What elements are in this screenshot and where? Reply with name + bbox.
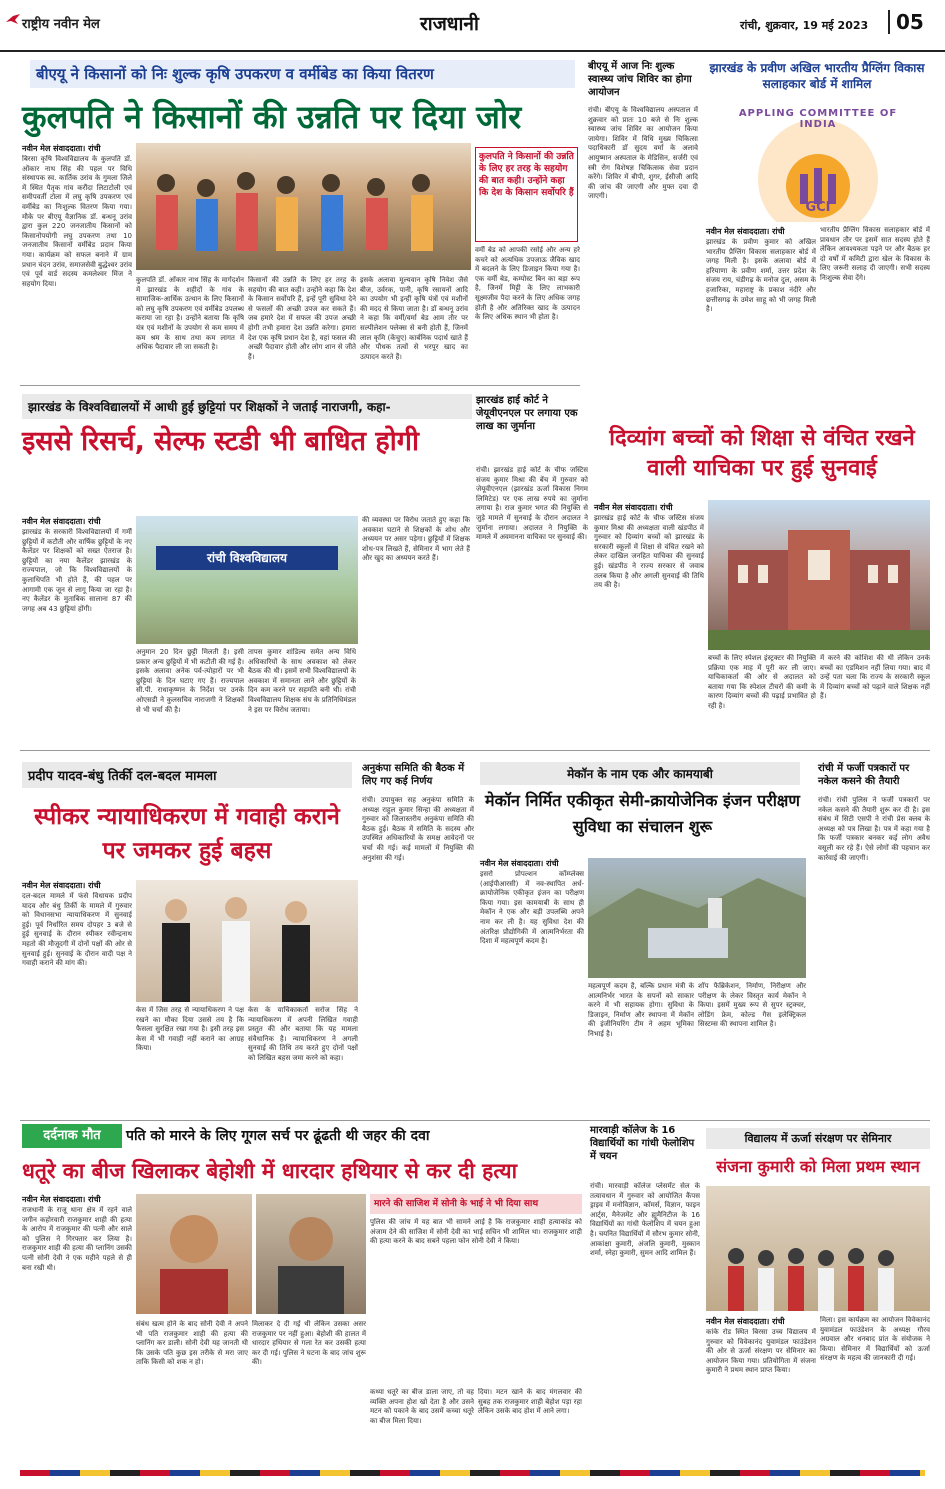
story9-col3: शॉप फैब्रिकेशन, निर्माण, निरीक्षण और परीक्षण के लेकर विस्तृत कार्य मेकॉन ने किया। इसमें मुख्य रूप से सुपर स्ट्रक्चर, लोडिंग फ्रेम, कोल्ड गैस इलेक्ट्रिकल सिस्टम्स की स्थापना शामिल है। [698,982,806,1029]
story3-logo [706,104,930,222]
story13-kicker: विद्यालय में ऊर्जा संरक्षण पर सेमिनार [706,1128,930,1149]
story6-col3: में करने की कोशिश की थी लेकिन उनके बच्चों का एडमिशन नहीं लिया गया। बाद में उन्हें पता चला कि राज्य के सरकारी स्कूल में दिव्यांग बच्चों को पढ़ाने वाले शिक्षक नहीं हैं। [820,654,930,701]
story11-col5: कथ्या धतूरे का बीज डाला जाए, तो वह व्यक्ति अपना होश खो देता है और उसने मटन को पकाने के बाद उसमें कच्चा धतूरे का बीज मिला दिया। [370,1388,474,1425]
story6-photo-court [708,500,930,650]
people-illustration [136,880,358,1002]
story7-col2: केस में जिस तरह से न्यायाधिकरण ने पक्ष रखने का मौका दिया उससे तय है कि फैसला सुरक्षित रखा गया है। इसी तरह इस केस में भी गवाही नहीं कराने का आग्रह किया। [136,1006,244,1053]
story11-photo-victim [136,1194,252,1314]
masthead [0,0,945,52]
page-number: 05 [888,10,924,34]
courthouse-illustration [708,500,930,650]
story4-headline: इससे रिसर्च, सेल्फ स्टडी भी बाधित होगी [22,426,419,457]
story7-col1: दल-बदल मामले में फंसे विधायक प्रदीप यादव और बंधु तिर्की के मामले में गुरुवार को विधानसभा न्यायाधिकरण में सुनवाई हुई। पूर्व निर्धारित समय दोपहर 3 बजे से हुई सुनवाई के दौरान स्पीकर रवीन्द्रनाथ महतो की मौजूदगी में दोनों पक्षों की ओर से सुनवाई हुई। सुनवाई के दौरान वादी पक्ष ने गवाही कराने की मांग की। [22,892,132,968]
story1-col3: किसानों की उन्नति के लिए हर तरह के सहयोग की बात कही। उन्होंने कहा कि देश के किसान सर्वोपरि हैं, इन्हें पूरी सुविधा देने से फसलों की अच्छी उपज कर सकते हैं। जब हमारे देश में सफल की उपज अच्छी होगी तभी हमारा देश उन्नति करेगा। हमारा देश एक कृषि प्रधान देश है, वहां फसल की अच्छी पैदावार होती और लोग शान से जीते हैं। [248,276,356,361]
story6-col1: झारखंड हाई कोर्ट के चीफ जस्टिस संजय कुमार मिश्रा की अध्यक्षता वाली खंडपीठ में गुरुवार को दिव्यांग बच्चों को झारखंड के सरकारी स्कूलों में शिक्षा से वंचित रखने को लेकर दाखिल जनहित याचिका की सुनवाई हुई। खंडपीठ ने राज्य सरकार से जवाब तलब किया है और अगली सुनवाई की तिथि तय की है। [594,514,704,590]
story11-headline: धतूरे का बीज खिलाकर बेहोशी में धारदार हथियार से कर दी हत्या [22,1159,518,1183]
story11-col6: दिया। मटन खाने के बाद मंगलवार की सुबह तक राजकुमार शाही बेहोश पड़ा रहा लेकिन उसके बाद होश में आने लगा। [478,1388,582,1416]
divider [20,1120,930,1121]
dateline: रांची, शुक्रवार, 19 मई 2023 [740,19,869,32]
story2-headline: बीएयू में आज निः शुल्क स्वास्थ्य जांच शिविर का होगा आयोजन [588,61,692,98]
story4-col2: अनुमान 20 दिन छुट्टी मिलती है। इसी प्रकार अन्य छुट्टियों में भी कटौती की गई है। इसके अलावा अनेक पर्व-त्योहारों पर भी छुट्टियां के दिन घटाए गए हैं। राज्यपाल सी.पी. राधाकृष्णन के निर्देश पर उनके ओएसडी ने कुलसचिव नाराजगी ने शिक्षकों से भी चर्चा की है। [136,648,244,714]
story12-headline: मारवाड़ी कॉलेज के 16 विद्यार्थियों का गांधी फेलोशिप में चयन [590,1125,695,1162]
story5-headline: झारखंड हाई कोर्ट ने जेयूवीएनएल पर लगाया एक लाख का जुर्माना [476,395,578,432]
story4-byline: नवीन मेल संवाददाता। रांची [22,517,101,526]
portrait-illustration-2 [256,1194,366,1314]
story9-col2: महत्वपूर्ण कदम है, बल्कि प्रधान मंत्री के आत्मनिर्भर भारत के सपनों को साकार करने में भी सहायक होगा। सुविधा के डिजाइन, निर्माण और स्थापना में मेकॉन की इंजीनियरिंग टीम ने अहम भूमिका निभाई है। [588,982,694,1038]
section-name: राजधानी [420,13,479,35]
story3-byline: नवीन मेल संवाददाता। रांची [706,227,785,236]
story1-quote-box [475,147,578,242]
story7-photo-lawyers [136,880,358,1002]
story11-tag: दर्दनाक मौत [22,1124,122,1148]
story9-byline: नवीन मेल संवाददाता। रांची [480,859,559,868]
story11-col4: पुलिस की जांच में यह बात भी सामने आई है कि राजकुमार शाही हत्याकांड को अंजाम देने की साजिश में सोनी देवी का भाई सचिन भी शामिल था। राजकुमार शाही की हत्या करने के बाद सबने पहला फोन सोनी देवी ने किया। [370,1218,582,1246]
story11-sub: मारने की साजिश में सोनी के भाई ने भी दिया साथ [370,1194,582,1214]
story13-photo-seminar [706,1186,930,1311]
story5-body: रांची। झारखंड हाई कोर्ट के चीफ जस्टिस संजय कुमार मिश्रा की बेंच में गुरुवार को जेयूवीएनएल (झारखंड ऊर्जा विकास निगम लिमिटेड) पर एक लाख रुपये का जुर्माना लगाया है। राज कुमार भगत की नियुक्ति से जुड़े मामले में सुनवाई के दौरान अदालत ने जुर्माना लगाया। अदालत ने नियुक्ति के मामले में अवमानना याचिका पर सुनवाई की। [476,466,588,542]
university-sign: रांची विश्वविद्यालय [156,546,338,570]
story1-col1: बिरसा कृषि विश्वविद्यालय के कुलपति डॉ. ओंकार नाथ सिंह की पहल पर विधि संस्थापक स्व. कार्तिक उरांव के गुमला जिले में स्थित पैतृक गांव करौंदा लिटाटोली एवं समीपवर्ती टोला में लघु कृषि उपकरण एवं वर्मीबेड का निःशुल्क वितरण किया गया। मौके पर बीएयू वैज्ञानिक डॉ. बन्धनू उरांव द्वारा कुल 220 जनजातीय किसानों को किसानोपयोगी लघु उपकरण तथा 10 जनजातीय किसानों वर्मीबेड प्रदान किया गया। कार्यक्रम को सफल बनाने में ग्राम प्रधान चंदन उरांव, समाजसेवी बुद्धेश्वर उरांव एवं पूर्व वार्ड सदस्य कमलेश्वर मिंज ने सहयोग दिया। [22,155,132,288]
story11-photo-accused [256,1194,366,1314]
story1-photo-farmers [136,143,471,270]
story9-headline: मेकॉन निर्मित एकीकृत सेमी-क्रायोजेनिक इंजन परीक्षण सुविधा का संचालन शुरू [485,791,800,836]
story9-col1: इसरो प्रोपल्शन कॉम्प्लेक्स (आईपीआरसी) में नव-स्थापित अर्ध-क्रायोजेनिक एकीकृत इंजन का परीक्षण किया गया। इस कामयाबी के साथ ही मेकॉन ने एक और बड़ी उपलब्धि अपने नाम कर ली है। यह सुविधा देश की अंतरिक्ष प्रौद्योगिकी में आत्मनिर्भरता की दिशा में महत्वपूर्ण कदम है। [480,870,584,946]
story13-headline: संजना कुमारी को मिला प्रथम स्थान [716,1157,920,1176]
story7-headline: स्पीकर न्यायाधिकरण में गवाही कराने पर जमकर हुई बहस [34,804,340,864]
story7-col3: केस के याचिकाकर्ता सरोज सिंह ने न्यायाधिकरण में अपनी लिखित गवाही प्रस्तुत की और बताया कि यह मामला संवैधानिक है। न्यायाधिकरण ने अगली सुनवाई की तिथि तय करते हुए दोनों पक्षों को लिखित बहस जमा करने को कहा। [248,1006,358,1062]
story13-col1: कांके रोड स्थित बिरसा उच्च विद्यालय में गुरुवार को विवेकानंद युवामंडल फाउंडेशन की ओर से ऊर्जा संरक्षण पर सेमिनार का आयोजन किया गया। प्रतियोगिता में संजना कुमारी ने प्रथम स्थान प्राप्त किया। [706,1328,816,1375]
story6-col2: बच्चों के लिए स्पेशल इंस्ट्रक्टर की नियुक्ति प्रक्रिया एक माह में पूरी कर ली जाए। याचिकाकर्ता की ओर से अदालत को बताया गया कि स्पेशल टीचरों की कमी के कारण दिव्यांग बच्चों की पढ़ाई प्रभावित हो रही है। [708,654,816,710]
story1-col2: कुलपति डॉ. ओंकार नाथ सिंह के मार्गदर्शन में झारखंड के शहीदों के गांव के सामाजिक-आर्थिक उत्थान के लिए किसानों को लघु कृषि उपकरण एवं वर्मीबेड उपलब्ध कराया जा रहा है। उन्होंने बताया कि कृषि यंत्र एवं मशीनों के उपयोग से कम समय में कम श्रम के साथ तथा कम लागत में अधिक पैदावार ली जा सकती है। [136,276,244,352]
story9-kicker: मेकॉन के नाम एक और कामयाबी [480,762,800,785]
story7-byline: नवीन मेल संवाददाता। रांची [22,881,101,890]
story11-col1: राजधानी के राजू थाना क्षेत्र में रहने वाले जगीन कहोरवारी राजकुमार शाही की हत्या के आरोप में राजकुमार की पत्नी और साले को पुलिस ने गिरफ्तार कर लिया है। राजकुमार शाही की हत्या की प्लानिंग उसकी पत्नी सोनी देवी ने एक महीने पहले से ही बना रखी थी। [22,1206,132,1272]
students-illustration [706,1186,930,1311]
logo-letters: GCI [805,200,831,215]
farmers-group-illustration [136,143,471,270]
story4-col1: झारखंड के सरकारी विश्वविद्यालयों में गर्मी छुट्टियों में कटौती और वार्षिक छुट्टियों के नए कैलेंडर पर शिक्षकों को सख्त ऐतराज है। छुट्टियों का नया कैलेंडर झारखंड के राज्यपाल, जो कि विश्वविद्यालयों के कुलाधिपति भी होते हैं, की पहल पर आगामी एक जून से लागू किया जा रहा है। नए कैलेंडर के मुताबिक सालाना 87 की जगह अब 43 छुट्टियां होंगी। [22,528,132,613]
story3-col2: भारतीय प्रैग्लिंग विकास सलाहकार बोर्ड में प्रावधान तौर पर इसमें सात सदस्य होते हैं लेकिन आवश्यकता पड़ने पर और बैठक हर दो वर्षों में कमिटी द्वारा खेल के विकास के लिए जरूरी सलाह दी जाएगी। सभी सदस्य निःशुल्क सेवा देंगे। [820,226,930,282]
story4-photo-university [136,516,358,644]
story13-byline: नवीन मेल संवाददाता। रांची [706,1317,785,1326]
story1-col4: इसके अलावा मूल्यवान कृषि निवेश जैसे बीज, उर्वरक, पानी, कृषि रसायनों आदि का उपयोग भी इन्हीं कृषि यंत्रों एवं मशीनों की मदद से किया जाता है। डॉ बन्धनू उरांव ने कहा कि वर्मी/वर्मा बेड आम तौर पर सल्पीलेशन फ्लेक्स से बनी होती हैं, जिनमें लाल कृमि (केंचुए) कार्बनिक पदार्थ खाते हैं और पौधक तत्वों से भरपूर खाद का उत्पादन करते हैं। [360,276,468,361]
story12-body: रांची। मारवाड़ी कॉलेज प्लेसमेंट सेल के तत्वावधान में गुरुवार को आयोजित कैंपस ड्राइव में मनोविज्ञान, कॉमर्स, विज्ञान, फाइन आर्ट्स, मैनेजमेंट और ह्यूमैनिटीज के 16 विद्यार्थियों का गांधी फेलोशिप में चयन हुआ है। चयनित विद्यार्थियों में सौरभ कुमार सोनी, आकांक्षा कुमारी, अंजलि कुमारी, मुस्कान शर्मा, स्नेहा कुमारी, सुमन आदि शामिल हैं। [590,1182,700,1258]
story8-body: रांची। उपायुक्त सह अनुकंपा समिति के अध्यक्ष राहुल कुमार सिन्हा की अध्यक्षता में गुरुवार को जिलास्तरीय अनुकंपा समिति की बैठक हुई। बैठक में समिति के सदस्य और उपस्थित अधिकारियों के समक्ष आवेदनों पर चर्चा की गई। कई मामलों में नियुक्ति की अनुशंसा की गई। [362,796,474,862]
divider [20,750,930,751]
portrait-illustration [136,1194,252,1314]
story1-byline: नवीन मेल संवाददाता। रांची [22,144,101,153]
story3-col1: झारखंड के प्रवीण कुमार को अखिल भारतीय प्रैग्लिंग विकास सलाहकार बोर्ड में जगह मिली है। इसके अलावा बोर्ड में हरियाणा के प्रवीण शर्मा, उत्तर प्रदेश के संजय राय, चंडीगढ़ के मनोज दुल, असम के हजारिका, महाराष्ट्र के प्रकाश नंदीरे और छत्तीसगढ़ के उमेश साहू को भी जगह मिली है। [706,238,816,314]
story11-byline: नवीन मेल संवाददाता। रांची [22,1195,101,1204]
facility-illustration [588,858,806,978]
story13-col2: मिला। इस कार्यक्रम का आयोजन विवेकानंद युवामंडल फाउंडेशन के अध्यक्ष गौरव अग्रवाल और धनबाद प्रांत के संयोजक ने किया। सेमिनार में विद्यार्थियों को ऊर्जा संरक्षण के महत्व की जानकारी दी गई। [820,1316,930,1363]
story4-col4: की व्यवस्था पर विरोध जताते हुए कहा कि अवकाश घटाने से शिक्षकों के शोध और अध्ययन पर असर पड़ेगा। छुट्टियों में शिक्षक शोध-पत्र लिखते हैं, सेमिनार में भाग लेते हैं और खुद का अध्ययन करते हैं। [362,516,470,563]
story3-kicker: झारखंड के प्रवीण अखिल भारतीय प्रैग्लिंग विकास सलाहकार बोर्ड में शामिल [709,61,925,91]
story10-body: रांची। रांची पुलिस ने फर्जी पत्रकारों पर नकेल कसने की तैयारी शुरू कर दी है। इस संबंध में सिटी एसपी ने रांची प्रेस क्लब के अध्यक्ष को पत्र लिखा है। पत्र में कहा गया है कि फर्जी पत्रकार बनकर कई लोग अवैध वसूली कर रहे हैं। ऐसे लोगों की पहचान कर कार्रवाई की जाएगी। [818,796,930,862]
divider [20,385,580,386]
registration-bar [20,1470,925,1476]
story8-headline: अनुकंपा समिति की बैठक में लिए गए कई निर्णय [362,763,465,787]
story4-kicker: झारखंड के विश्वविद्यालयों में आधी हुई छुट्टियां पर शिक्षकों ने जताई नाराजगी, कहा- [22,394,472,419]
story11-kicker: पति को मारने के लिए गूगल सर्च पर ढूंढती थी जहर की दवा [126,1128,430,1144]
story2-body: रांची। बीएयू के विश्वविद्यालय अस्पताल में शुक्रवार को प्रातः 10 बजे से निः शुल्क स्वास्थ्य जांच शिविर का आयोजन किया जायेगा। शिविर में विधि मुख्य चिकित्सा पदाधिकारी डॉ सुदय वर्मा के अलावे आयुष्मान अस्पताल के मेडिसिन, सर्जरी एवं स्त्री रोग विशेषज्ञ चिकित्सक सेवा प्रदान करेंगे। शिविर में बीपी, शुगर, ईसीजी आदि की जांच की जाएगी और मुफ्त दवा दी जाएगी। [588,106,698,201]
story10-headline: रांची में फर्जी पत्रकारों पर नकेल कसने की तैयारी [818,763,910,787]
brand-name: राष्ट्रीय नवीन मेल [22,17,100,32]
story9-photo-facility [588,858,806,978]
story6-headline: दिव्यांग बच्चों को शिक्षा से वंचित रखने वाली याचिका पर हुई सुनवाई [609,426,915,481]
story11-col2: संबंध खत्म होने के बाद सोनी देवी ने अपने भी पति राजकुमार शाही की हत्या की प्लानिंग कर डाली। सोनी देवी यह जानती थी कि उसके पति कुछ इस तरीके से मरा जाए ताकि किसी को शक न हो। [136,1320,248,1367]
story1-quote: कुलपति ने किसानों की उन्नति के लिए हर तरह के सहयोग की बात कही। उन्होंने कहा कि देश के किसान सर्वोपरि हैं [479,152,574,198]
bird-icon [6,14,20,26]
story4-col3: तापस कुमार शांडिल्य समेत अन्य विधि अधिकारियों के साथ अवकाश को लेकर बैठक की थी। इसमें सभी विश्वविद्यालयों के अवकाश में समानता लाने और छुट्टियों के दिन कम करने पर सहमति बनी थी। रांची विश्वविद्यालय शिक्षक संघ के प्रतिनिधिमंडल ने इस पर विरोध जताया। [248,648,356,714]
story11-col3: मिलाकर दे दी गई थी लेकिन उसका असर राजकुमार पर नहीं हुआ। बेहोशी की हालत में धारदार हथियार से गला रेत कर उसकी हत्या कर दी गई। पुलिस ने घटना के बाद जांच शुरू की। [252,1320,366,1367]
story6-byline: नवीन मेल संवाददाता। रांची [594,503,673,512]
logo-text: APPLING COMMITTEE OF INDIA [738,108,898,130]
story7-kicker: प्रदीप यादव-बंधु तिर्की दल-बदल मामला [22,762,352,788]
story1-headline: कुलपति ने किसानों की उन्नति पर दिया जोर [22,98,522,136]
story1-kicker: बीएयू ने किसानों को निः शुल्क कृषि उपकरण व वर्मीबेड का किया वितरण [30,60,575,88]
story1-col5: वर्मी बेड को आपकी रसोई और अन्य हरे कचरे को अत्यधिक उपजाऊ जैविक खाद में बदलने के लिए डिजाइन किया गया है। एक वर्मी बेड, कम्पोस्ट बिन का बड़ा रूप है, जिनमें मिट्टी के लिए लाभकारी सूक्ष्मजीव पैदा करने के लिए अधिक जगह होती है और अतिरिक्त खाद के उत्पादन के लिए अधिक स्थान भी होता है। [475,246,580,322]
